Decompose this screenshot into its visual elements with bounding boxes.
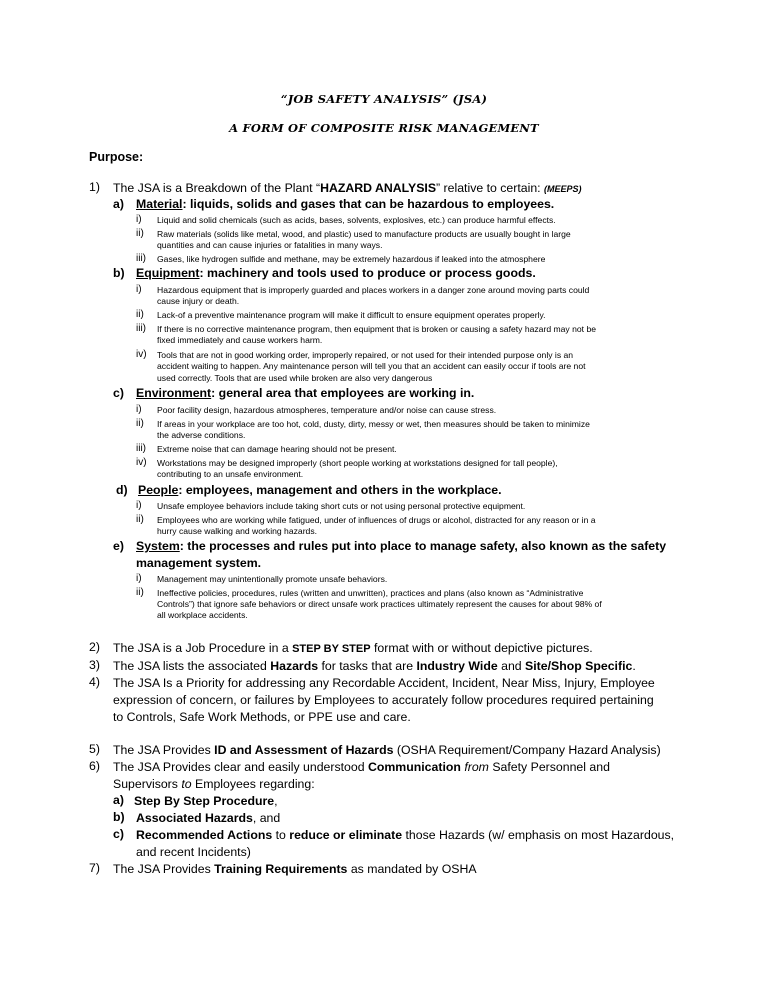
item-6-number: 6) bbox=[89, 759, 100, 773]
sub-b-item-4-text-1: Tools that are not in good working order, improperly repaired, or not used for their intended purpose only is an bbox=[157, 350, 574, 360]
item-6-a-letter: a) bbox=[113, 793, 124, 807]
sub-c-item-4-text-2: contributing to an unsafe environment. bbox=[157, 469, 304, 479]
sub-c-heading: Environment: general area that employees are working in. bbox=[136, 386, 475, 400]
sub-b-item-2-number: ii) bbox=[136, 309, 144, 320]
item-4-text-3: to Controls, Safe Work Methods, or PPE use and care. bbox=[113, 710, 411, 724]
sub-d-item-2-text-2: hurry cause walking and working hazards. bbox=[157, 526, 318, 536]
sub-a-item-3-number: iii) bbox=[136, 253, 146, 264]
sub-c-item-2-number: ii) bbox=[136, 418, 144, 429]
item-7-text: The JSA Provides Training Requirements as mandated by OSHA bbox=[113, 862, 477, 876]
item-6-b-text: Associated Hazards, and bbox=[136, 811, 281, 825]
sub-e-heading: System: the processes and rules put into place to manage safety, also known as the safety bbox=[136, 539, 667, 553]
sub-c-letter: c) bbox=[113, 386, 124, 400]
item-3-number: 3) bbox=[89, 658, 100, 672]
item-6-c-text-2: and recent Incidents) bbox=[136, 845, 251, 859]
sub-b-item-4-number: iv) bbox=[136, 349, 147, 360]
sub-c-item-2-text-2: the adverse conditions. bbox=[157, 430, 246, 440]
sub-b-item-2-text: Lack-of a preventive maintenance program will make it difficult to ensure equipment operates properly. bbox=[157, 310, 546, 320]
sub-b-letter: b) bbox=[113, 266, 125, 280]
item-7-number: 7) bbox=[89, 861, 100, 875]
sub-b-item-4-text-3: used correctly. Tools that are used while broken are also very dangerous bbox=[157, 373, 433, 383]
sub-d-item-1-text: Unsafe employee behaviors include taking short cuts or not using personal protective equipment. bbox=[157, 501, 526, 511]
sub-c-item-2-text-1: If areas in your workplace are too hot, cold, dusty, dirty, messy or wet, then measures should be taken to minimize bbox=[157, 419, 590, 429]
item-6-text-2: Supervisors to Employees regarding: bbox=[113, 777, 315, 791]
sub-d-item-1-number: i) bbox=[136, 500, 142, 511]
sub-e-item-1-number: i) bbox=[136, 573, 142, 584]
sub-b-item-3-text-1: If there is no corrective maintenance program, then equipment that is broken or causing a safety hazard may not be bbox=[157, 324, 596, 334]
item-3-text: The JSA lists the associated Hazards for tasks that are Industry Wide and Site/Shop Specific. bbox=[113, 659, 636, 673]
item-5-number: 5) bbox=[89, 742, 100, 756]
sub-e-letter: e) bbox=[113, 539, 124, 553]
sub-b-item-1-text-1: Hazardous equipment that is improperly guarded and places workers in a danger zone around moving parts could bbox=[157, 285, 590, 295]
sub-e-heading-line-2: management system. bbox=[136, 556, 262, 570]
item-1-number: 1) bbox=[89, 180, 100, 194]
item-6-a-text: Step By Step Procedure, bbox=[134, 794, 278, 808]
sub-a-item-1-number: i) bbox=[136, 214, 142, 225]
sub-c-item-3-text: Extreme noise that can damage hearing should not be present. bbox=[157, 444, 397, 454]
item-6-c-letter: c) bbox=[113, 827, 124, 841]
item-2-number: 2) bbox=[89, 640, 100, 654]
item-4-text-1: The JSA Is a Priority for addressing any Recordable Accident, Incident, Near Miss, Injury, Employee bbox=[113, 676, 655, 690]
item-6-c-text-1: Recommended Actions to reduce or eliminate those Hazards (w/ emphasis on most Hazardous, bbox=[136, 828, 675, 842]
sub-e-item-2-text-1: Ineffective policies, procedures, rules (written and unwritten), practices and plans (also known as “Administrative bbox=[157, 588, 584, 598]
sub-b-item-1-number: i) bbox=[136, 284, 142, 295]
sub-d-item-2-number: ii) bbox=[136, 514, 144, 525]
sub-d-item-2-text-1: Employees who are working while fatigued, under of influences of drugs or alcohol, distracted for any reason or in a bbox=[157, 515, 596, 525]
sub-e-item-1-text: Management may unintentionally promote unsafe behaviors. bbox=[157, 574, 388, 584]
purpose-heading: Purpose: bbox=[89, 150, 144, 164]
sub-a-item-2-text-1: Raw materials (solids like metal, wood, and plastic) used to manufacture products are usually bought in large bbox=[157, 229, 571, 239]
item-5-text: The JSA Provides ID and Assessment of Hazards (OSHA Requirement/Company Hazard Analysis) bbox=[113, 743, 661, 757]
sub-a-letter: a) bbox=[113, 197, 124, 211]
sub-c-item-3-number: iii) bbox=[136, 443, 146, 454]
sub-b-item-4-text-2: accident waiting to happen. Any maintenance person will tell you that an accident can easily occur if tools are not bbox=[157, 361, 586, 371]
sub-e-item-2-text-3: all workplace accidents. bbox=[157, 610, 248, 620]
item-6-b-letter: b) bbox=[113, 810, 125, 824]
sub-c-item-1-text: Poor facility design, hazardous atmospheres, temperature and/or noise can cause stress. bbox=[157, 405, 497, 415]
sub-a-item-1-text: Liquid and solid chemicals (such as acids, bases, solvents, explosives, etc.) can produce harmful effects. bbox=[157, 215, 556, 225]
sub-a-heading: Material: liquids, solids and gases that can be hazardous to employees. bbox=[136, 197, 555, 211]
sub-a-item-2-text-2: quantities and can cause injuries or fatalities in many ways. bbox=[157, 240, 383, 250]
sub-d-letter: d) bbox=[116, 483, 128, 497]
sub-e-item-2-number: ii) bbox=[136, 587, 144, 598]
sub-e-item-2-text-2: Controls”) that ignore safe behaviors or direct unsafe work practices ultimately represent the causes for about 98% of bbox=[157, 599, 602, 609]
document-subtitle: A FORM OF COMPOSITE RISK MANAGEMENT bbox=[229, 121, 539, 135]
meeps-label: (MEEPS) bbox=[544, 184, 582, 194]
item-4-text-2: expression of concern, or failures by Employees to accurately follow procedures required pertaining bbox=[113, 693, 654, 707]
sub-a-item-2-number: ii) bbox=[136, 228, 144, 239]
sub-b-item-1-text-2: cause injury or death. bbox=[157, 296, 240, 306]
document-title: “JOB SAFETY ANALYSIS” (JSA) bbox=[280, 92, 488, 106]
sub-c-item-1-number: i) bbox=[136, 404, 142, 415]
item-2-text: The JSA is a Job Procedure in a STEP BY STEP format with or without depictive pictures. bbox=[113, 641, 593, 655]
sub-b-item-3-number: iii) bbox=[136, 323, 146, 334]
item-6-text-1: The JSA Provides clear and easily understood Communication from Safety Personnel and bbox=[113, 760, 610, 774]
item-4-number: 4) bbox=[89, 675, 100, 689]
sub-a-item-3-text: Gases, like hydrogen sulfide and methane, may be extremely hazardous if leaked into the atmosphere bbox=[157, 254, 546, 264]
sub-b-item-3-text-2: fixed immediately and cause workers harm. bbox=[157, 335, 323, 345]
sub-c-item-4-text-1: Workstations may be designed improperly (short people working at workstations designed for tall people), bbox=[157, 458, 558, 468]
item-1-text: The JSA is a Breakdown of the Plant “HAZARD ANALYSIS” relative to certain: (MEEPS) bbox=[113, 181, 582, 195]
sub-b-heading: Equipment: machinery and tools used to produce or process goods. bbox=[136, 266, 536, 280]
sub-d-heading: People: employees, management and others in the workplace. bbox=[138, 483, 502, 497]
sub-c-item-4-number: iv) bbox=[136, 457, 147, 468]
